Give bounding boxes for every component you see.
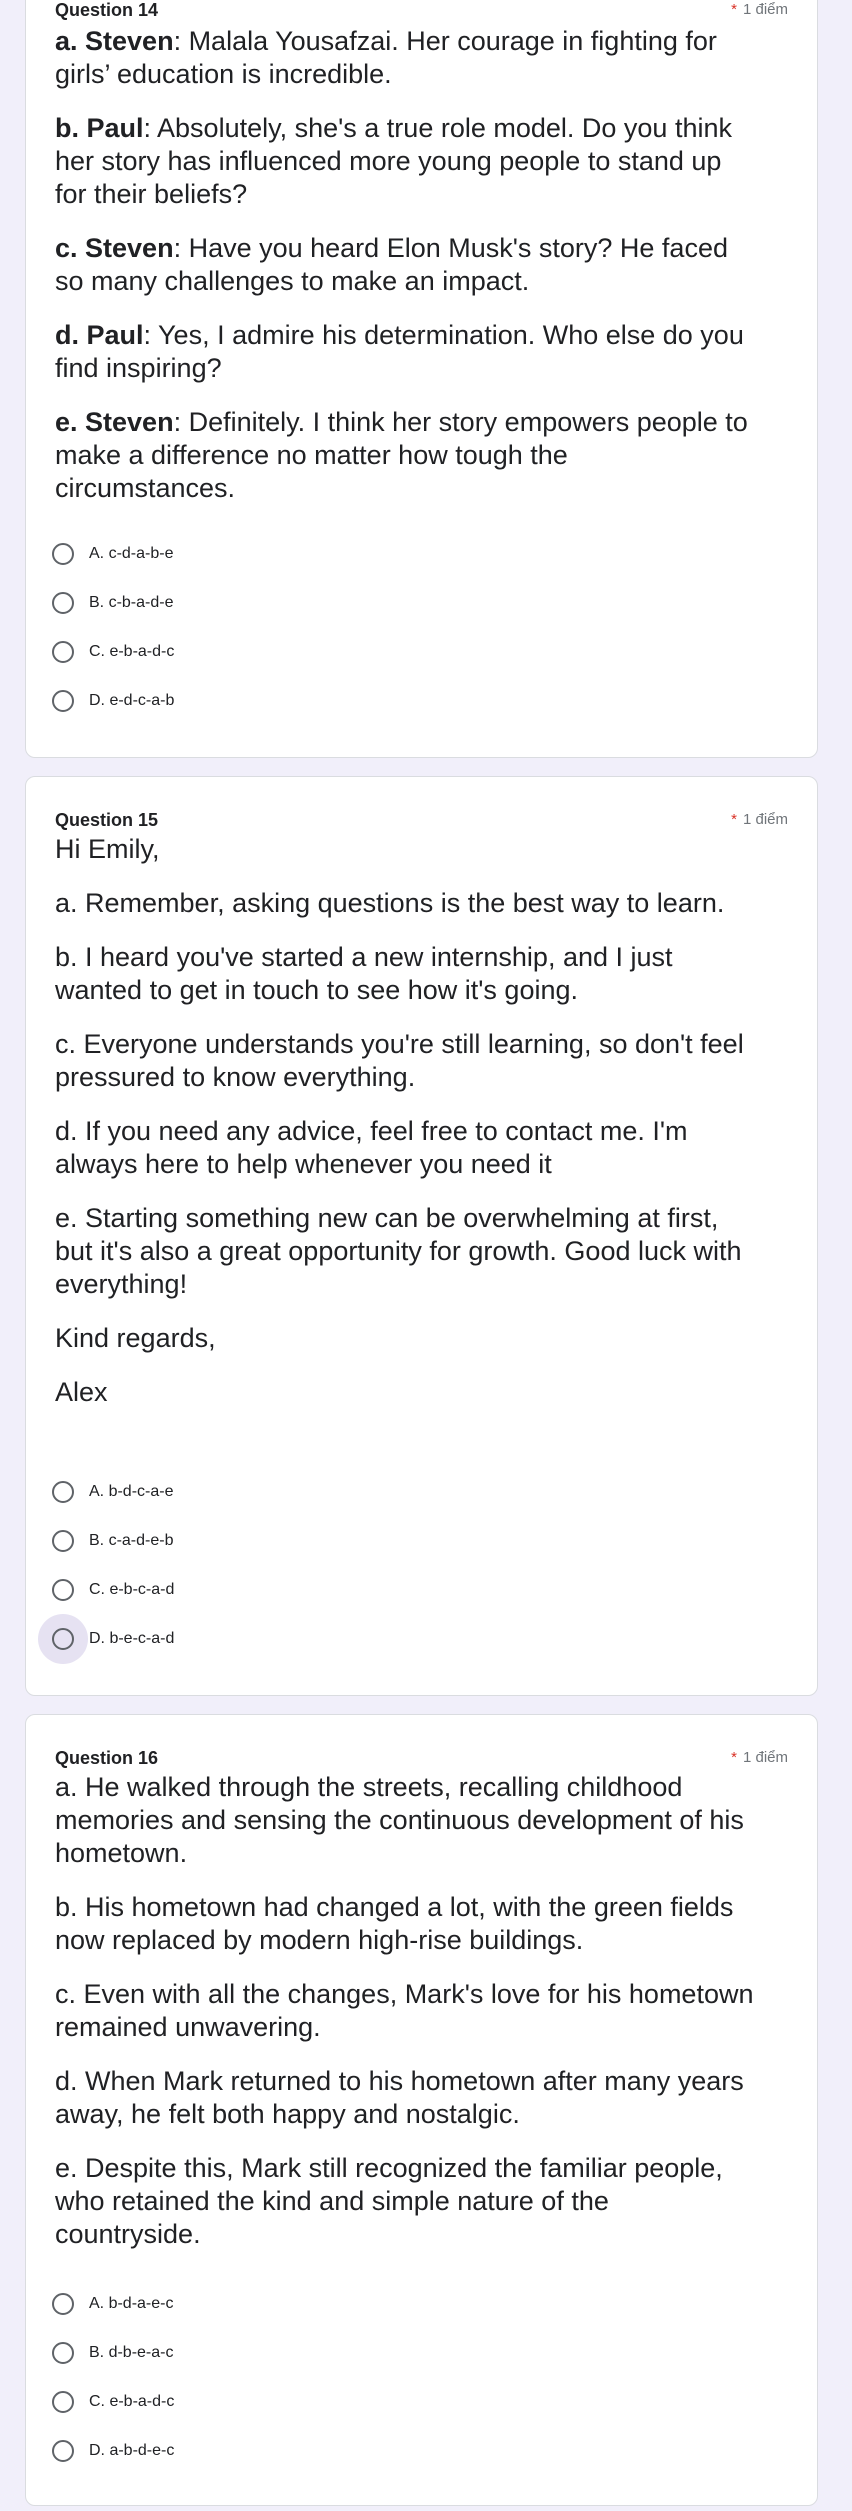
question-points xyxy=(731,809,788,831)
question-card-16 xyxy=(25,1714,818,2506)
option-d[interactable] xyxy=(55,676,174,725)
radio-button[interactable] xyxy=(47,2435,79,2467)
letter-line: Alex xyxy=(55,1377,108,1407)
answer-options xyxy=(55,2279,174,2475)
radio-circle-icon xyxy=(52,1530,74,1552)
letter-line: Kind regards, xyxy=(55,1323,216,1353)
option-label: A. b-d-a-e-c xyxy=(89,2294,174,2312)
points-label: 1 điểm xyxy=(742,811,788,828)
dialogue-text: : Definitely. I think her story empowers people to make a difference no matter how tough the circumstances. xyxy=(55,407,748,503)
option-label: B. c-a-d-e-b xyxy=(89,1531,174,1549)
question-points xyxy=(731,1747,788,1769)
letter-line: c. Everyone understands you're still learning, so don't feel pressured to know everything. xyxy=(55,1029,744,1092)
radio-circle-icon xyxy=(52,2440,74,2462)
points-label: 1 điểm xyxy=(742,1,788,18)
option-d[interactable] xyxy=(55,2426,174,2475)
option-label: C. e-b-c-a-d xyxy=(89,1580,175,1598)
question-header xyxy=(55,0,788,21)
radio-button[interactable] xyxy=(47,2288,79,2320)
speaker-name: b. Paul xyxy=(55,113,144,143)
radio-button[interactable] xyxy=(47,538,79,570)
radio-circle-icon xyxy=(52,592,74,614)
dialogue-line xyxy=(55,25,755,91)
radio-circle-icon xyxy=(52,1628,74,1650)
radio-button[interactable] xyxy=(47,1525,79,1557)
radio-circle-icon xyxy=(52,2293,74,2315)
required-star: * xyxy=(731,811,737,828)
dialogue-line xyxy=(55,319,755,385)
radio-button[interactable] xyxy=(38,1614,88,1664)
option-label: D. e-d-c-a-b xyxy=(89,691,175,709)
story-sentence: c. Even with all the changes, Mark's love for his hometown remained unwavering. xyxy=(55,1979,754,2042)
question-points xyxy=(731,0,788,21)
dialogue-line xyxy=(55,232,755,298)
radio-circle-icon xyxy=(52,641,74,663)
speaker-name: d. Paul xyxy=(55,320,144,350)
option-a[interactable] xyxy=(55,1467,174,1516)
option-label: A. c-d-a-b-e xyxy=(89,544,174,562)
option-c[interactable] xyxy=(55,2377,174,2426)
radio-circle-icon xyxy=(52,1481,74,1503)
radio-button[interactable] xyxy=(47,2386,79,2418)
speaker-name: c. Steven xyxy=(55,233,174,263)
question-title: Question 15 xyxy=(55,810,159,830)
radio-button[interactable] xyxy=(47,685,79,717)
option-label: B. c-b-a-d-e xyxy=(89,593,174,611)
question-body xyxy=(55,833,755,1430)
answer-options xyxy=(55,1467,174,1663)
option-label: D. a-b-d-e-c xyxy=(89,2441,175,2459)
radio-button[interactable] xyxy=(47,636,79,668)
letter-line: Hi Emily, xyxy=(55,834,160,864)
dialogue-text: : Yes, I admire his determination. Who else do you find inspiring? xyxy=(55,320,744,383)
option-label: B. d-b-e-a-c xyxy=(89,2343,174,2361)
option-label: D. b-e-c-a-d xyxy=(89,1629,175,1647)
radio-button[interactable] xyxy=(47,1574,79,1606)
story-sentence: e. Despite this, Mark still recognized the familiar people, who retained the kind and simple nature of the countryside. xyxy=(55,2153,723,2249)
option-label: C. e-b-a-d-c xyxy=(89,642,175,660)
letter-line: b. I heard you've started a new internship, and I just wanted to get in touch to see how it's going. xyxy=(55,942,673,1005)
question-title: Question 16 xyxy=(55,1748,159,1768)
radio-button[interactable] xyxy=(47,2337,79,2369)
option-c[interactable] xyxy=(55,627,174,676)
radio-circle-icon xyxy=(52,2391,74,2413)
answer-options xyxy=(55,529,174,725)
option-label: C. e-b-a-d-c xyxy=(89,2392,175,2410)
letter-line: d. If you need any advice, feel free to contact me. I'm always here to help whenever you need it xyxy=(55,1116,688,1179)
option-b[interactable] xyxy=(55,2328,174,2377)
radio-circle-icon xyxy=(52,543,74,565)
radio-circle-icon xyxy=(52,690,74,712)
story-sentence: d. When Mark returned to his hometown after many years away, he felt both happy and nostalgic. xyxy=(55,2066,744,2129)
option-c[interactable] xyxy=(55,1565,174,1614)
required-star: * xyxy=(731,1,737,18)
option-a[interactable] xyxy=(55,2279,174,2328)
option-b[interactable] xyxy=(55,1516,174,1565)
letter-line: e. Starting something new can be overwhelming at first, but it's also a great opportunity for growth. Good luck with everything! xyxy=(55,1203,742,1299)
points-label: 1 điểm xyxy=(742,1749,788,1766)
question-body xyxy=(55,25,755,526)
radio-button[interactable] xyxy=(47,587,79,619)
radio-button[interactable] xyxy=(47,1476,79,1508)
story-sentence: a. He walked through the streets, recalling childhood memories and sensing the continuous development of his hometown. xyxy=(55,1772,744,1868)
question-title: Question 14 xyxy=(55,0,159,20)
question-header xyxy=(55,809,788,831)
option-b[interactable] xyxy=(55,578,174,627)
option-label: A. b-d-c-a-e xyxy=(89,1482,174,1500)
option-a[interactable] xyxy=(55,529,174,578)
required-star: * xyxy=(731,1749,737,1766)
dialogue-line xyxy=(55,112,755,211)
dialogue-text: : Have you heard Elon Musk's story? He faced so many challenges to make an impact. xyxy=(55,233,728,296)
option-d[interactable] xyxy=(55,1614,174,1663)
story-sentence: b. His hometown had changed a lot, with the green fields now replaced by modern high-rise buildings. xyxy=(55,1892,734,1955)
dialogue-line xyxy=(55,406,755,505)
dialogue-text: : Malala Yousafzai. Her courage in fighting for girls’ education is incredible. xyxy=(55,26,717,89)
letter-line: a. Remember, asking questions is the best way to learn. xyxy=(55,888,725,918)
speaker-name: a. Steven xyxy=(55,26,174,56)
dialogue-text: : Absolutely, she's a true role model. Do you think her story has influenced more young people to stand up for their beliefs? xyxy=(55,113,732,209)
question-header xyxy=(55,1747,788,1769)
question-card-15 xyxy=(25,776,818,1696)
radio-circle-icon xyxy=(52,2342,74,2364)
question-body xyxy=(55,1771,755,2272)
question-card-14 xyxy=(25,0,818,758)
speaker-name: e. Steven xyxy=(55,407,174,437)
radio-circle-icon xyxy=(52,1579,74,1601)
